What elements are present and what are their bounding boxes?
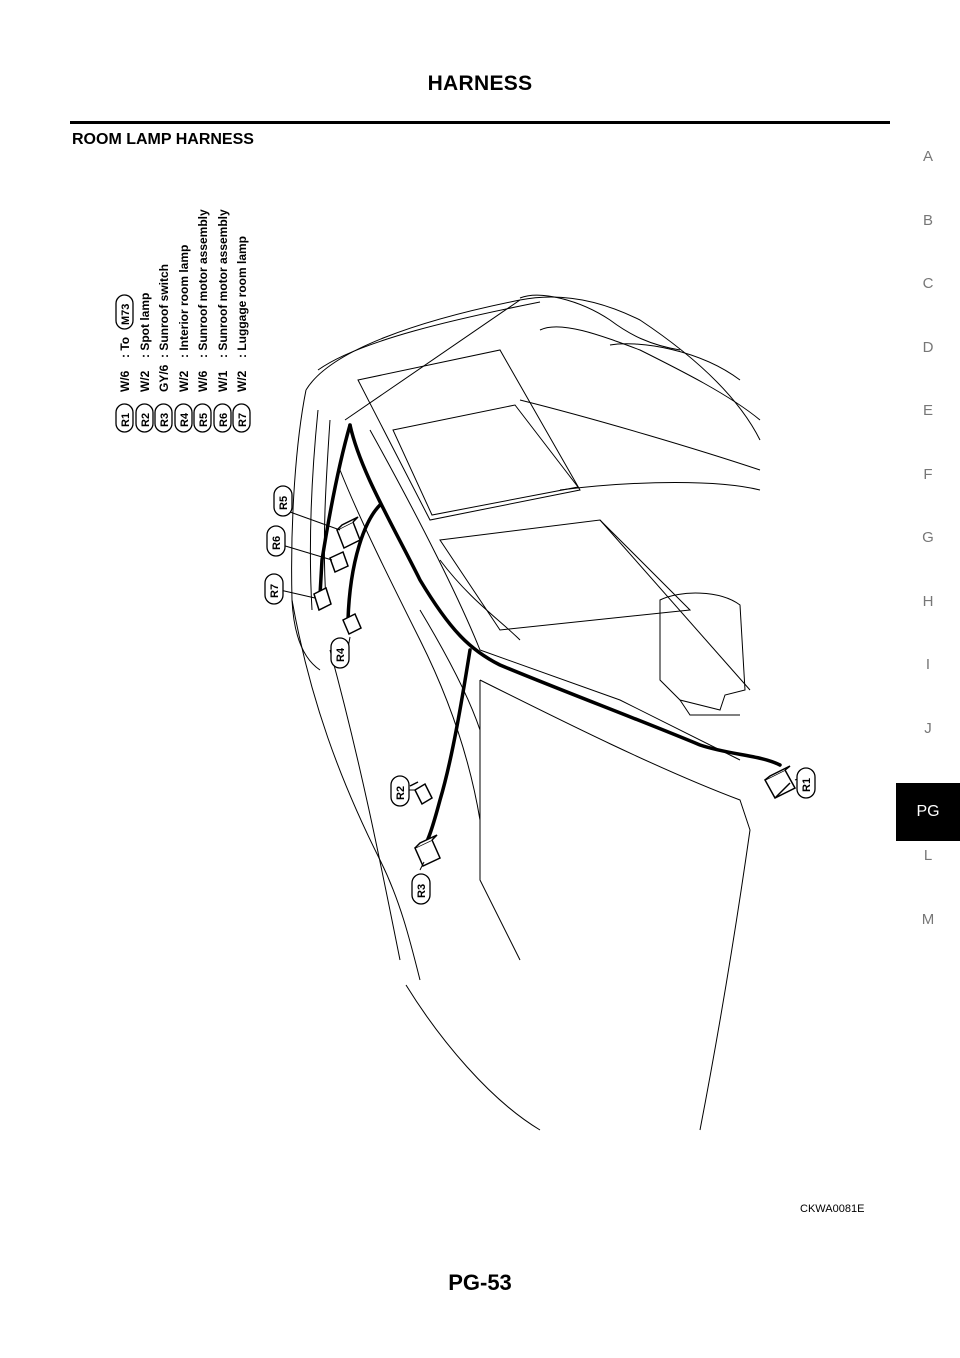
legend-r7-code: W/2 [235, 370, 249, 392]
legend-r2-desc: : Spot lamp [138, 292, 152, 358]
index-tab-d[interactable]: D [922, 338, 934, 356]
legend-r1-ref: M73 [120, 303, 132, 325]
page-header-title: HARNESS [427, 72, 533, 95]
connector-r5 [337, 517, 360, 548]
callout-r2: R2 [395, 785, 407, 800]
legend-r4-desc: : Interior room lamp [177, 244, 191, 358]
index-tab-g[interactable]: G [922, 529, 934, 546]
legend-r7-desc: : Luggage room lamp [235, 235, 249, 358]
legend-r6-code: W/1 [216, 370, 230, 392]
index-tab-i[interactable]: I [925, 656, 931, 673]
callout-r6: R6 [271, 535, 283, 550]
legend-r6-desc: : Sunroof motor assembly [216, 209, 230, 358]
legend [116, 209, 250, 432]
legend-r3-id: R3 [159, 412, 171, 427]
legend-r6-id: R6 [218, 412, 230, 427]
index-tab-c[interactable]: C [922, 275, 934, 292]
page-number: PG-53 [448, 1270, 512, 1295]
connector-r3 [415, 835, 440, 866]
vehicle-outline [292, 295, 760, 1130]
legend-r5-id: R5 [198, 412, 210, 427]
legend-r1-id: R1 [120, 412, 132, 427]
index-tab-j[interactable]: J [924, 719, 932, 737]
connector-r2 [410, 782, 432, 804]
legend-r2-id: R2 [140, 412, 152, 427]
index-tab-m[interactable]: M [921, 910, 935, 928]
connector-r1 [765, 766, 795, 798]
callout-r4: R4 [335, 647, 347, 662]
callout-r5: R5 [278, 495, 290, 510]
index-tab-f[interactable]: F [923, 465, 933, 483]
index-tab-h[interactable]: H [922, 592, 934, 610]
harness-trunk [320, 425, 780, 848]
legend-r4-code: W/2 [177, 370, 191, 392]
callout-r7: R7 [269, 583, 281, 598]
callout-r3: R3 [416, 883, 428, 898]
index-tab-pg[interactable]: PG [896, 783, 960, 841]
connector-r7 [314, 588, 331, 610]
connector-r4 [343, 614, 361, 634]
legend-r1-desc: : To [118, 336, 132, 358]
legend-r1-code: W/6 [118, 370, 132, 392]
legend-r7-id: R7 [237, 412, 249, 427]
legend-r2-code: W/2 [138, 370, 152, 392]
callouts [265, 486, 815, 904]
section-title: ROOM LAMP HARNESS [72, 131, 254, 148]
index-tab-e[interactable]: E [922, 402, 933, 419]
legend-r3-desc: : Sunroof switch [157, 264, 171, 358]
connectors [314, 517, 795, 866]
callout-r1: R1 [801, 777, 813, 792]
legend-r5-desc: : Sunroof motor assembly [196, 209, 210, 358]
index-tab-a[interactable]: A [922, 148, 933, 165]
figure-code: CKWA0081E [800, 1203, 865, 1215]
index-tab-l[interactable]: L [923, 847, 933, 864]
index-tab-b[interactable]: B [922, 211, 933, 229]
connector-r6 [330, 552, 348, 572]
legend-r5-code: W/6 [196, 370, 210, 392]
legend-r4-id: R4 [179, 412, 191, 427]
legend-r3-code: GY/6 [157, 364, 171, 392]
leader-lines [280, 512, 800, 870]
